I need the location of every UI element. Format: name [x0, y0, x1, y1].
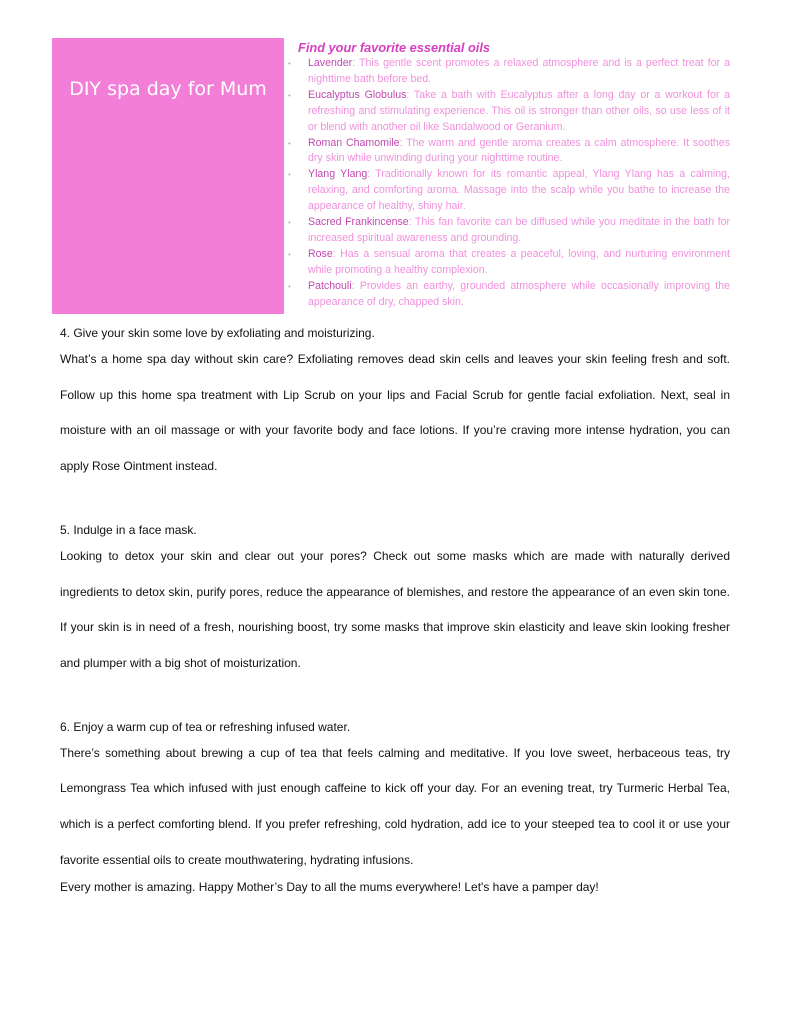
oil-item: • Lavender: This gentle scent promotes a relaxed atmosphere and is a perfect treat for a nighttime bath before bed.	[288, 57, 730, 85]
oil-item: • Rose: Has a sensual aroma that creates a peaceful, loving, and nurturing environment while promoting a healthy complexion.	[288, 247, 730, 276]
section-body: There’s something about brewing a cup of tea that feels calming and meditative. If you love sweet, herbaceous teas, try Lemongrass Tea which infused with just enough caffeine to kick off your day. For an evening treat, try Turmeric Herbal Tea, which is a perfect comforting blend. If you prefer refreshing, cold hydration, add ice to your steeped tea to cool it or use your favorite essential oils to create mouthwatering, hydrating infusions.	[60, 745, 730, 867]
essential-oils-list	[288, 40, 730, 311]
oils-heading: Find your favorite essential oils	[298, 40, 491, 55]
oil-item: • Eucalyptus Globulus: Take a bath with Eucalyptus after a long day or a workout for a refreshing and stimulating experience. This oil is stronger than other oils, so use less of it or blend with another oil like Sandalwood or Geranium.	[288, 88, 730, 133]
section-body: Looking to detox your skin and clear out your pores? Check out some masks which are made with naturally derived ingredients to detox skin, purify pores, reduce the appearance of blemishes, and restore the appearance of an even skin tone. If your skin is in need of a fresh, nourishing boost, try some masks that improve skin elasticity and leave skin looking fresher and plumper with a big shot of moisturization.	[60, 548, 730, 670]
bullet-icon: •	[288, 90, 291, 100]
hero-banner	[52, 38, 284, 314]
closing-line: Every mother is amazing. Happy Mother’s Day to all the mums everywhere! Let's have a pamper day!	[60, 880, 599, 895]
oil-item: • Sacred Frankincense: This fan favorite can be diffused while you meditate in the bath for increased spiritual awareness and grounding.	[288, 216, 731, 244]
oil-item: • Patchouli: Provides an earthy, grounded atmosphere while occasionally improving the appearance of dry, chapped skin.	[288, 279, 730, 308]
oil-item: • Roman Chamomile: The warm and gentle aroma creates a calm atmosphere. It soothes dry skin while unwinding during your nighttime routine.	[288, 136, 730, 165]
oil-item: • Ylang Ylang: Traditionally known for its romantic appeal, Ylang Ylang has a calming, relaxing, and comforting aroma. Massage into the scalp while you bathe to increase the appearance of healthy, shiny hair.	[288, 168, 730, 213]
section-tea	[60, 718, 730, 879]
bullet-icon: •	[288, 218, 291, 228]
section-skin-care	[60, 324, 730, 485]
bullet-icon: •	[288, 170, 291, 180]
section-title: 4. Give your skin some love by exfoliating and moisturizing.	[60, 326, 375, 340]
section-body: What’s a home spa day without skin care? Exfoliating removes dead skin cells and leaves your skin feeling fresh and soft. Follow up this home spa treatment with Lip Scrub on your lips and Facial Scrub for gentle facial exfoliation. Next, seal in moisture with an oil massage or with your favorite body and face lotions. If you’re craving more intense hydration, you can apply Rose Ointment instead.	[60, 352, 730, 474]
article-content	[60, 324, 730, 896]
bullet-icon: •	[288, 281, 291, 291]
section-face-mask	[60, 521, 730, 682]
bullet-icon: •	[288, 59, 291, 68]
hero-title: DIY spa day for Mum	[69, 78, 267, 100]
section-title: 6. Enjoy a warm cup of tea or refreshing infused water.	[60, 719, 351, 734]
bullet-icon: •	[288, 138, 291, 148]
section-title: 5. Indulge in a face mask.	[60, 522, 197, 537]
bullet-icon: •	[288, 249, 291, 259]
